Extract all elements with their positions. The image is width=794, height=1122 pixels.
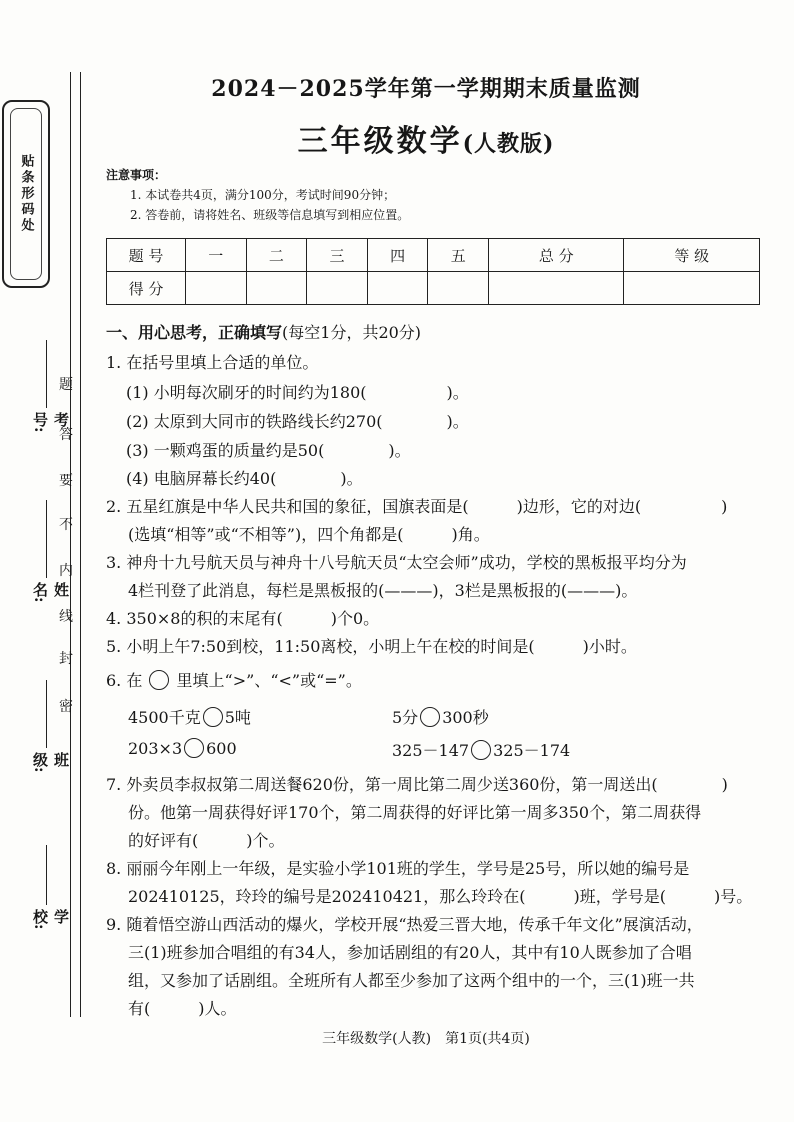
score-cell[interactable] [186,272,247,305]
score-cell[interactable] [367,272,428,305]
question-line: (4) 电脑屏幕长约40( )。 [126,469,363,488]
question-line: 1. 在括号里填上合适的单位。 [106,353,319,372]
section-heading: 一、用心思考，正确填写(每空1分，共20分) [106,323,422,342]
question-line: (选填“相等”或“不相等”)，四个角都是( )角。 [128,525,490,544]
answer-circle[interactable] [471,740,491,760]
compare-item: 4500千克 5吨 [128,708,251,727]
exam-subtitle [96,116,756,160]
question-line: 7. 外卖员李叔叔第二周送餐620份，第一周比第二周少送360份，第一周送出( ) [106,775,728,794]
notes-heading: 注意事项： [106,168,167,182]
seal-char: 不 [59,517,73,533]
compare-item: 203×3 600 [128,739,237,758]
page-footer: 三年级数学(人教) 第1页(共4页) [322,1031,530,1047]
seal-char: 要 [59,473,73,489]
seal-char: 题 [59,377,73,393]
score-table [106,238,760,305]
answer-circle[interactable] [420,707,440,727]
score-table-score-row: 得 分 [107,272,760,305]
question-line: 6. 在 里填上“>”、“<”或“=”。 [106,671,362,690]
question-line: (1) 小明每次刷牙的时间约为180( )。 [126,383,469,402]
seal-char: 封 [59,651,73,667]
seal-char: 密 [59,699,73,715]
score-cell[interactable] [246,272,307,305]
subject-title: 三年级数学 [297,124,463,159]
question-line: (3) 一颗鸡蛋的质量约是50( )。 [126,441,411,460]
compare-item: 5分 300秒 [392,708,489,727]
question-line: 组，又参加了话剧组。全班所有人都至少参加了这两个组中的一个，三(1)班一共 [128,971,695,990]
barcode-area [2,100,50,288]
seal-char: 答 [59,427,73,443]
seal-char: 线 [59,609,73,625]
exam-title: 2024－2025学年第一学期期末质量监测 [211,76,641,102]
question-line: 4栏刊登了此消息，每栏是黑板报的(———)，3栏是黑板报的(———)。 [128,581,638,600]
score-cell[interactable] [307,272,368,305]
score-cell[interactable] [489,272,624,305]
question-line: 4. 350×8的积的末尾有( )个0。 [106,609,380,628]
question-line: 202410125，玲玲的编号是202410421，那么玲玲在( )班，学号是( )号。 [128,887,753,906]
question-line: 三(1)班参加合唱组的有34人，参加话剧组的有20人，其中有10人既参加了合唱 [128,943,692,962]
edition-label: (人教版) [462,131,555,157]
question-line: 2. 五星红旗是中华人民共和国的象征，国旗表面是( )边形，它的对边( ) [106,497,728,516]
binding-margin: 贴条形码处 题 答 要 不 内 线 封 密 考号: 姓名: 班级: 学校: [0,0,82,1122]
note-item: 1. 本试卷共4页，满分100分，考试时间90分钟； [130,188,396,202]
barcode-label: 贴条形码处 [18,154,34,234]
score-cell[interactable] [428,272,489,305]
compare-item: 325－147 325－174 [392,741,571,760]
question-line: 有( )人。 [128,999,237,1018]
question-line: 8. 丽丽今年刚上一年级，是实验小学101班的学生，学号是25号，所以她的编号是 [106,859,690,878]
note-item: 2. 答卷前，请将姓名、班级等信息填写到相应位置。 [130,208,410,222]
question-line: 3. 神舟十九号航天员与神舟十八号航天员“太空会师”成功，学校的黑板报平均分为 [106,553,687,572]
seal-line-inner [80,72,81,1017]
seal-char: 内 [59,563,73,579]
answer-circle[interactable] [203,707,223,727]
compare-circle-icon [149,670,169,690]
question-line: 5. 小明上午7:50到校，11:50离校，小明上午在校的时间是( )小时。 [106,637,637,656]
question-line: 9. 随着悟空游山西活动的爆火，学校开展“热爱三晋大地，传承千年文化”展演活动， [106,915,703,934]
score-table-header-row: 题 号 一 二 三 四 五 总 分 等 级 [107,239,760,272]
score-cell[interactable] [624,272,760,305]
question-line: (2) 太原到大同市的铁路线长约270( )。 [126,412,469,431]
question-line: 份。他第一周获得好评170个，第二周获得的好评比第一周多350个，第二周获得 [128,803,702,822]
question-line: 的好评有( )个。 [128,831,285,850]
seal-line-outer [70,72,71,1017]
answer-circle[interactable] [184,738,204,758]
